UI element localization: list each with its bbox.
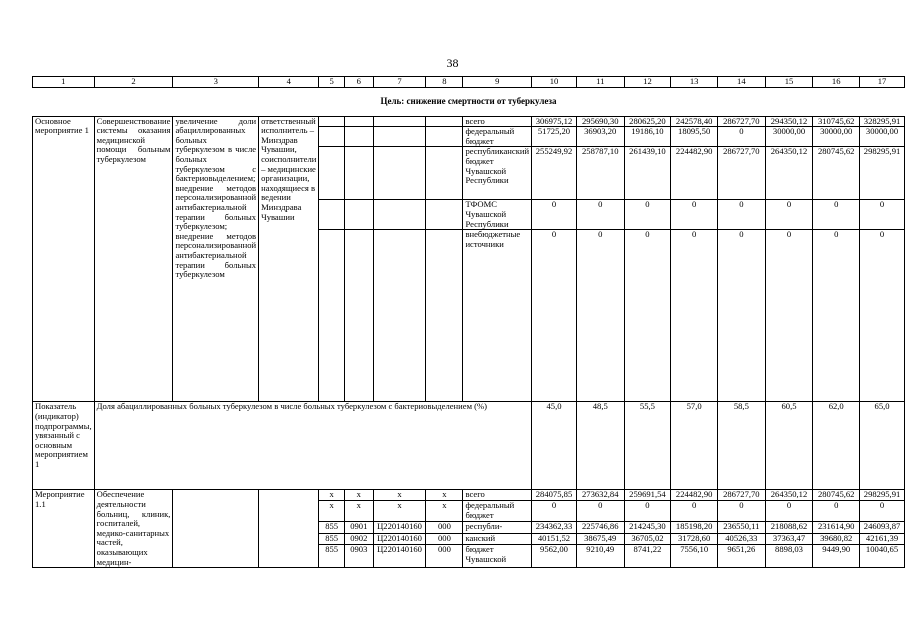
value-cell: 280745,62: [813, 490, 860, 501]
header-cell: 12: [624, 77, 671, 88]
value-cell: 60,5: [765, 402, 813, 490]
code-cell: 0901: [344, 522, 373, 533]
value-cell: 264350,12: [765, 490, 813, 501]
value-cell: 36705,02: [624, 533, 671, 544]
header-cell: 1: [33, 77, 95, 88]
header-cell: 15: [765, 77, 813, 88]
value-cell: 19186,10: [624, 127, 671, 147]
header-cell: 14: [718, 77, 766, 88]
value-cell: 242578,40: [671, 116, 718, 127]
value-cell: 0: [532, 501, 577, 522]
header-cell: 5: [319, 77, 345, 88]
value-cell: 0: [765, 200, 813, 230]
value-cell: 295690,30: [576, 116, 624, 127]
value-cell: 36903,20: [576, 127, 624, 147]
value-cell: 0: [718, 127, 766, 147]
value-cell: 8898,03: [765, 545, 813, 568]
value-cell: 7556,10: [671, 545, 718, 568]
code-cell: Ц220140160: [373, 545, 426, 568]
value-cell: 65,0: [860, 402, 905, 490]
funding-source: ТФОМС Чувашской Республики: [463, 200, 532, 230]
code-cell: x: [426, 490, 463, 501]
code-cell: x: [426, 501, 463, 522]
value-cell: 236550,11: [718, 522, 766, 533]
header-cell: 17: [860, 77, 905, 88]
header-cell: 6: [344, 77, 373, 88]
value-cell: 258787,10: [576, 147, 624, 200]
value-cell: 9562,00: [532, 545, 577, 568]
value-cell: 0: [532, 230, 577, 402]
code-cell: Ц220140160: [373, 522, 426, 533]
goal-title: Цель: снижение смертности от туберкулеза: [33, 87, 905, 116]
value-cell: 0: [671, 501, 718, 522]
code-cell: x: [319, 501, 345, 522]
value-cell: 0: [576, 200, 624, 230]
header-cell: 13: [671, 77, 718, 88]
value-cell: 0: [671, 200, 718, 230]
value-cell: 39680,82: [813, 533, 860, 544]
value-cell: 264350,12: [765, 147, 813, 200]
indicator-row: [33, 402, 905, 490]
indicator-text: Доля абациллированных больных туберкулезом в числе больных туберкулезом с бактериовыделением (%): [94, 402, 531, 490]
code-cell: 0903: [344, 545, 373, 568]
value-cell: 185198,20: [671, 522, 718, 533]
value-cell: 10040,65: [860, 545, 905, 568]
value-cell: 286727,70: [718, 147, 766, 200]
code-cell: 000: [426, 522, 463, 533]
value-cell: 0: [624, 200, 671, 230]
main-activity-goals: увеличение доли абациллированных больных туберкулезом в числе больных туберкулезом с бактериовыделением; внедрение методов персонализированной антибактериальной терапии больных туберкулезом; внедрение методов персонализированной антибактериальной терапии больных туберкулезом: [173, 116, 259, 402]
value-cell: 30000,00: [813, 127, 860, 147]
value-cell: 0: [671, 230, 718, 402]
funding-source: канский: [463, 533, 532, 544]
value-cell: 234362,33: [532, 522, 577, 533]
code-cell: 000: [426, 533, 463, 544]
code-cell: 000: [426, 545, 463, 568]
value-cell: 214245,30: [624, 522, 671, 533]
value-cell: 0: [860, 230, 905, 402]
header-cell: 16: [813, 77, 860, 88]
header-cell: 3: [173, 77, 259, 88]
value-cell: 30000,00: [765, 127, 813, 147]
header-cell: 2: [94, 77, 173, 88]
value-cell: 246093,87: [860, 522, 905, 533]
value-cell: 218088,62: [765, 522, 813, 533]
value-cell: 298295,91: [860, 147, 905, 200]
value-cell: 51725,20: [532, 127, 577, 147]
value-cell: 0: [813, 200, 860, 230]
value-cell: 0: [813, 230, 860, 402]
value-cell: 38675,49: [576, 533, 624, 544]
value-cell: 0: [813, 501, 860, 522]
value-cell: 310745,62: [813, 116, 860, 127]
header-cell: 11: [576, 77, 624, 88]
value-cell: 280625,20: [624, 116, 671, 127]
value-cell: 0: [718, 200, 766, 230]
code-cell: 855: [319, 545, 345, 568]
header-cell: 4: [259, 77, 319, 88]
table-row: [33, 116, 905, 127]
value-cell: 37363,47: [765, 533, 813, 544]
header-cell: 9: [463, 77, 532, 88]
code-cell: x: [344, 490, 373, 501]
activity-title: Обеспечение деятельности больниц, клиник, госпиталей, медико-санитарных частей, оказывающих медицин-: [94, 490, 173, 568]
value-cell: 286727,70: [718, 116, 766, 127]
budget-table: [32, 76, 905, 568]
value-cell: 306975,12: [532, 116, 577, 127]
value-cell: 231614,90: [813, 522, 860, 533]
value-cell: 0: [860, 501, 905, 522]
value-cell: 261439,10: [624, 147, 671, 200]
value-cell: 273632,84: [576, 490, 624, 501]
value-cell: 224482,90: [671, 490, 718, 501]
value-cell: 30000,00: [860, 127, 905, 147]
main-activity-label: Основное мероприятие 1: [33, 116, 95, 402]
value-cell: 286727,70: [718, 490, 766, 501]
funding-source: бюджет Чувашской: [463, 545, 532, 568]
value-cell: 0: [765, 230, 813, 402]
main-activity-executors: ответственный исполнитель – Минздрав Чувашии, соисполнители – медицинские организации, находящиеся в ведении Минздрава Чувашии: [259, 116, 319, 402]
value-cell: 31728,60: [671, 533, 718, 544]
value-cell: 40151,52: [532, 533, 577, 544]
value-cell: 18095,50: [671, 127, 718, 147]
value-cell: 9449,90: [813, 545, 860, 568]
code-cell: 855: [319, 522, 345, 533]
code-cell: x: [373, 501, 426, 522]
value-cell: 0: [576, 230, 624, 402]
funding-source: федеральный бюджет: [463, 501, 532, 522]
value-cell: 42161,39: [860, 533, 905, 544]
value-cell: 40526,33: [718, 533, 766, 544]
funding-source: федеральный бюджет: [463, 127, 532, 147]
code-cell: x: [344, 501, 373, 522]
header-cell: 10: [532, 77, 577, 88]
value-cell: 0: [576, 501, 624, 522]
code-cell: 855: [319, 533, 345, 544]
value-cell: 48,5: [576, 402, 624, 490]
value-cell: 0: [532, 200, 577, 230]
value-cell: 0: [860, 200, 905, 230]
value-cell: 284075,85: [532, 490, 577, 501]
value-cell: 0: [624, 230, 671, 402]
value-cell: 57,0: [671, 402, 718, 490]
funding-source: всего: [463, 116, 532, 127]
value-cell: 62,0: [813, 402, 860, 490]
main-activity-title: Совершенствование системы оказания медицинской помощи больным туберкулезом: [94, 116, 173, 402]
value-cell: 255249,92: [532, 147, 577, 200]
value-cell: 0: [718, 230, 766, 402]
value-cell: 9210,49: [576, 545, 624, 568]
value-cell: 58,5: [718, 402, 766, 490]
funding-source: внебюджетные источники: [463, 230, 532, 402]
value-cell: 55,5: [624, 402, 671, 490]
value-cell: 294350,12: [765, 116, 813, 127]
header-cell: 8: [426, 77, 463, 88]
value-cell: 298295,91: [860, 490, 905, 501]
value-cell: 0: [765, 501, 813, 522]
value-cell: 45,0: [532, 402, 577, 490]
funding-source: республиканский бюджет Чувашской Республики: [463, 147, 532, 200]
page-number: 38: [446, 56, 459, 70]
code-cell: x: [373, 490, 426, 501]
code-cell: x: [319, 490, 345, 501]
funding-source: всего: [463, 490, 532, 501]
value-cell: 9651,26: [718, 545, 766, 568]
table-row: [33, 490, 905, 501]
value-cell: 328295,91: [860, 116, 905, 127]
goal-row: [33, 87, 905, 116]
value-cell: 224482,90: [671, 147, 718, 200]
value-cell: 0: [718, 501, 766, 522]
header-cell: 7: [373, 77, 426, 88]
value-cell: 8741,22: [624, 545, 671, 568]
code-cell: Ц220140160: [373, 533, 426, 544]
code-cell: 0902: [344, 533, 373, 544]
value-cell: 225746,86: [576, 522, 624, 533]
value-cell: 259691,54: [624, 490, 671, 501]
funding-source: республи-: [463, 522, 532, 533]
value-cell: 280745,62: [813, 147, 860, 200]
indicator-label: Показатель (индикатор) подпрограммы, увязанный с основным мероприятием 1: [33, 402, 95, 490]
header-row: [33, 77, 905, 88]
activity-label: Мероприятие 1.1: [33, 490, 95, 568]
value-cell: 0: [624, 501, 671, 522]
